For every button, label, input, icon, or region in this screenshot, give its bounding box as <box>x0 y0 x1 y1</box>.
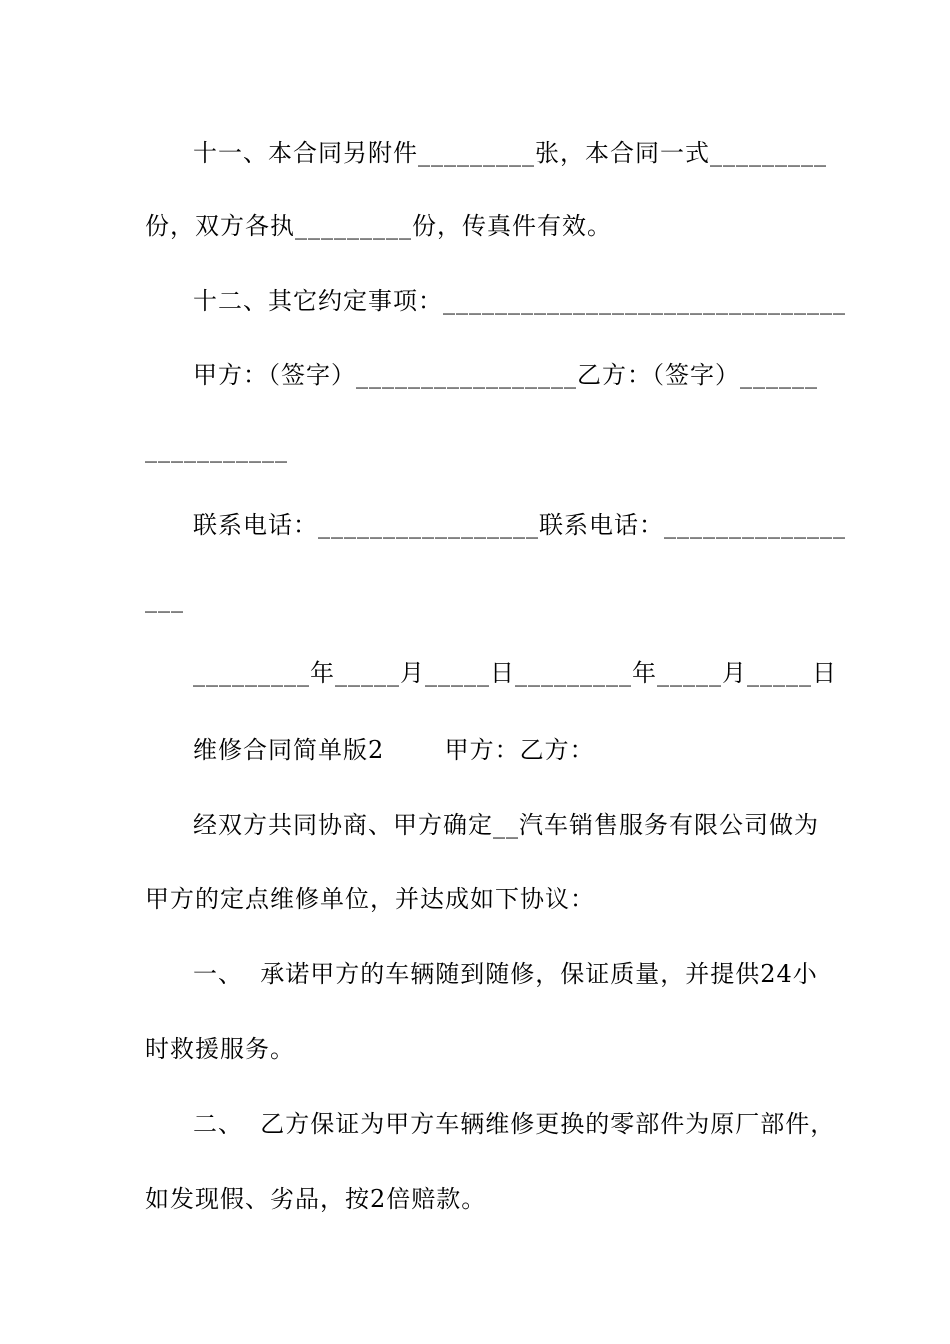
date-line: _________年_____月_____日_________年_____月_____日 <box>193 659 837 687</box>
phone-line-2: ___ <box>145 585 184 613</box>
clause-1-line-1: 一、 承诺甲方的车辆随到随修，保证质量，并提供24小 <box>193 960 818 988</box>
clause-1-line-2: 时救援服务。 <box>145 1035 295 1063</box>
clause-11-line-2: 份，双方各执_________份，传真件有效。 <box>145 212 612 240</box>
clause-2-line-2: 如发现假、劣品，按2倍赔款。 <box>145 1185 487 1213</box>
signature-line-2: ___________ <box>145 435 288 463</box>
signature-line-1: 甲方：（签字）_________________乙方：（签字）______ <box>193 361 818 389</box>
intro-line-2: 甲方的定点维修单位，并达成如下协议： <box>145 885 595 913</box>
clause-12-line: 十二、其它约定事项：_______________________________ <box>193 287 846 315</box>
phone-line-1: 联系电话：_________________联系电话：______________ <box>193 511 846 539</box>
intro-line-1: 经双方共同协商、甲方确定__汽车销售服务有限公司做为 <box>193 811 819 839</box>
clause-11-line-1: 十一、本合同另附件_________张，本合同一式_________ <box>193 139 827 167</box>
clause-2-line-1: 二、 乙方保证为甲方车辆维修更换的零部件为原厂部件， <box>193 1110 836 1138</box>
contract-title-line: 维修合同简单版2 甲方：乙方： <box>193 736 595 764</box>
